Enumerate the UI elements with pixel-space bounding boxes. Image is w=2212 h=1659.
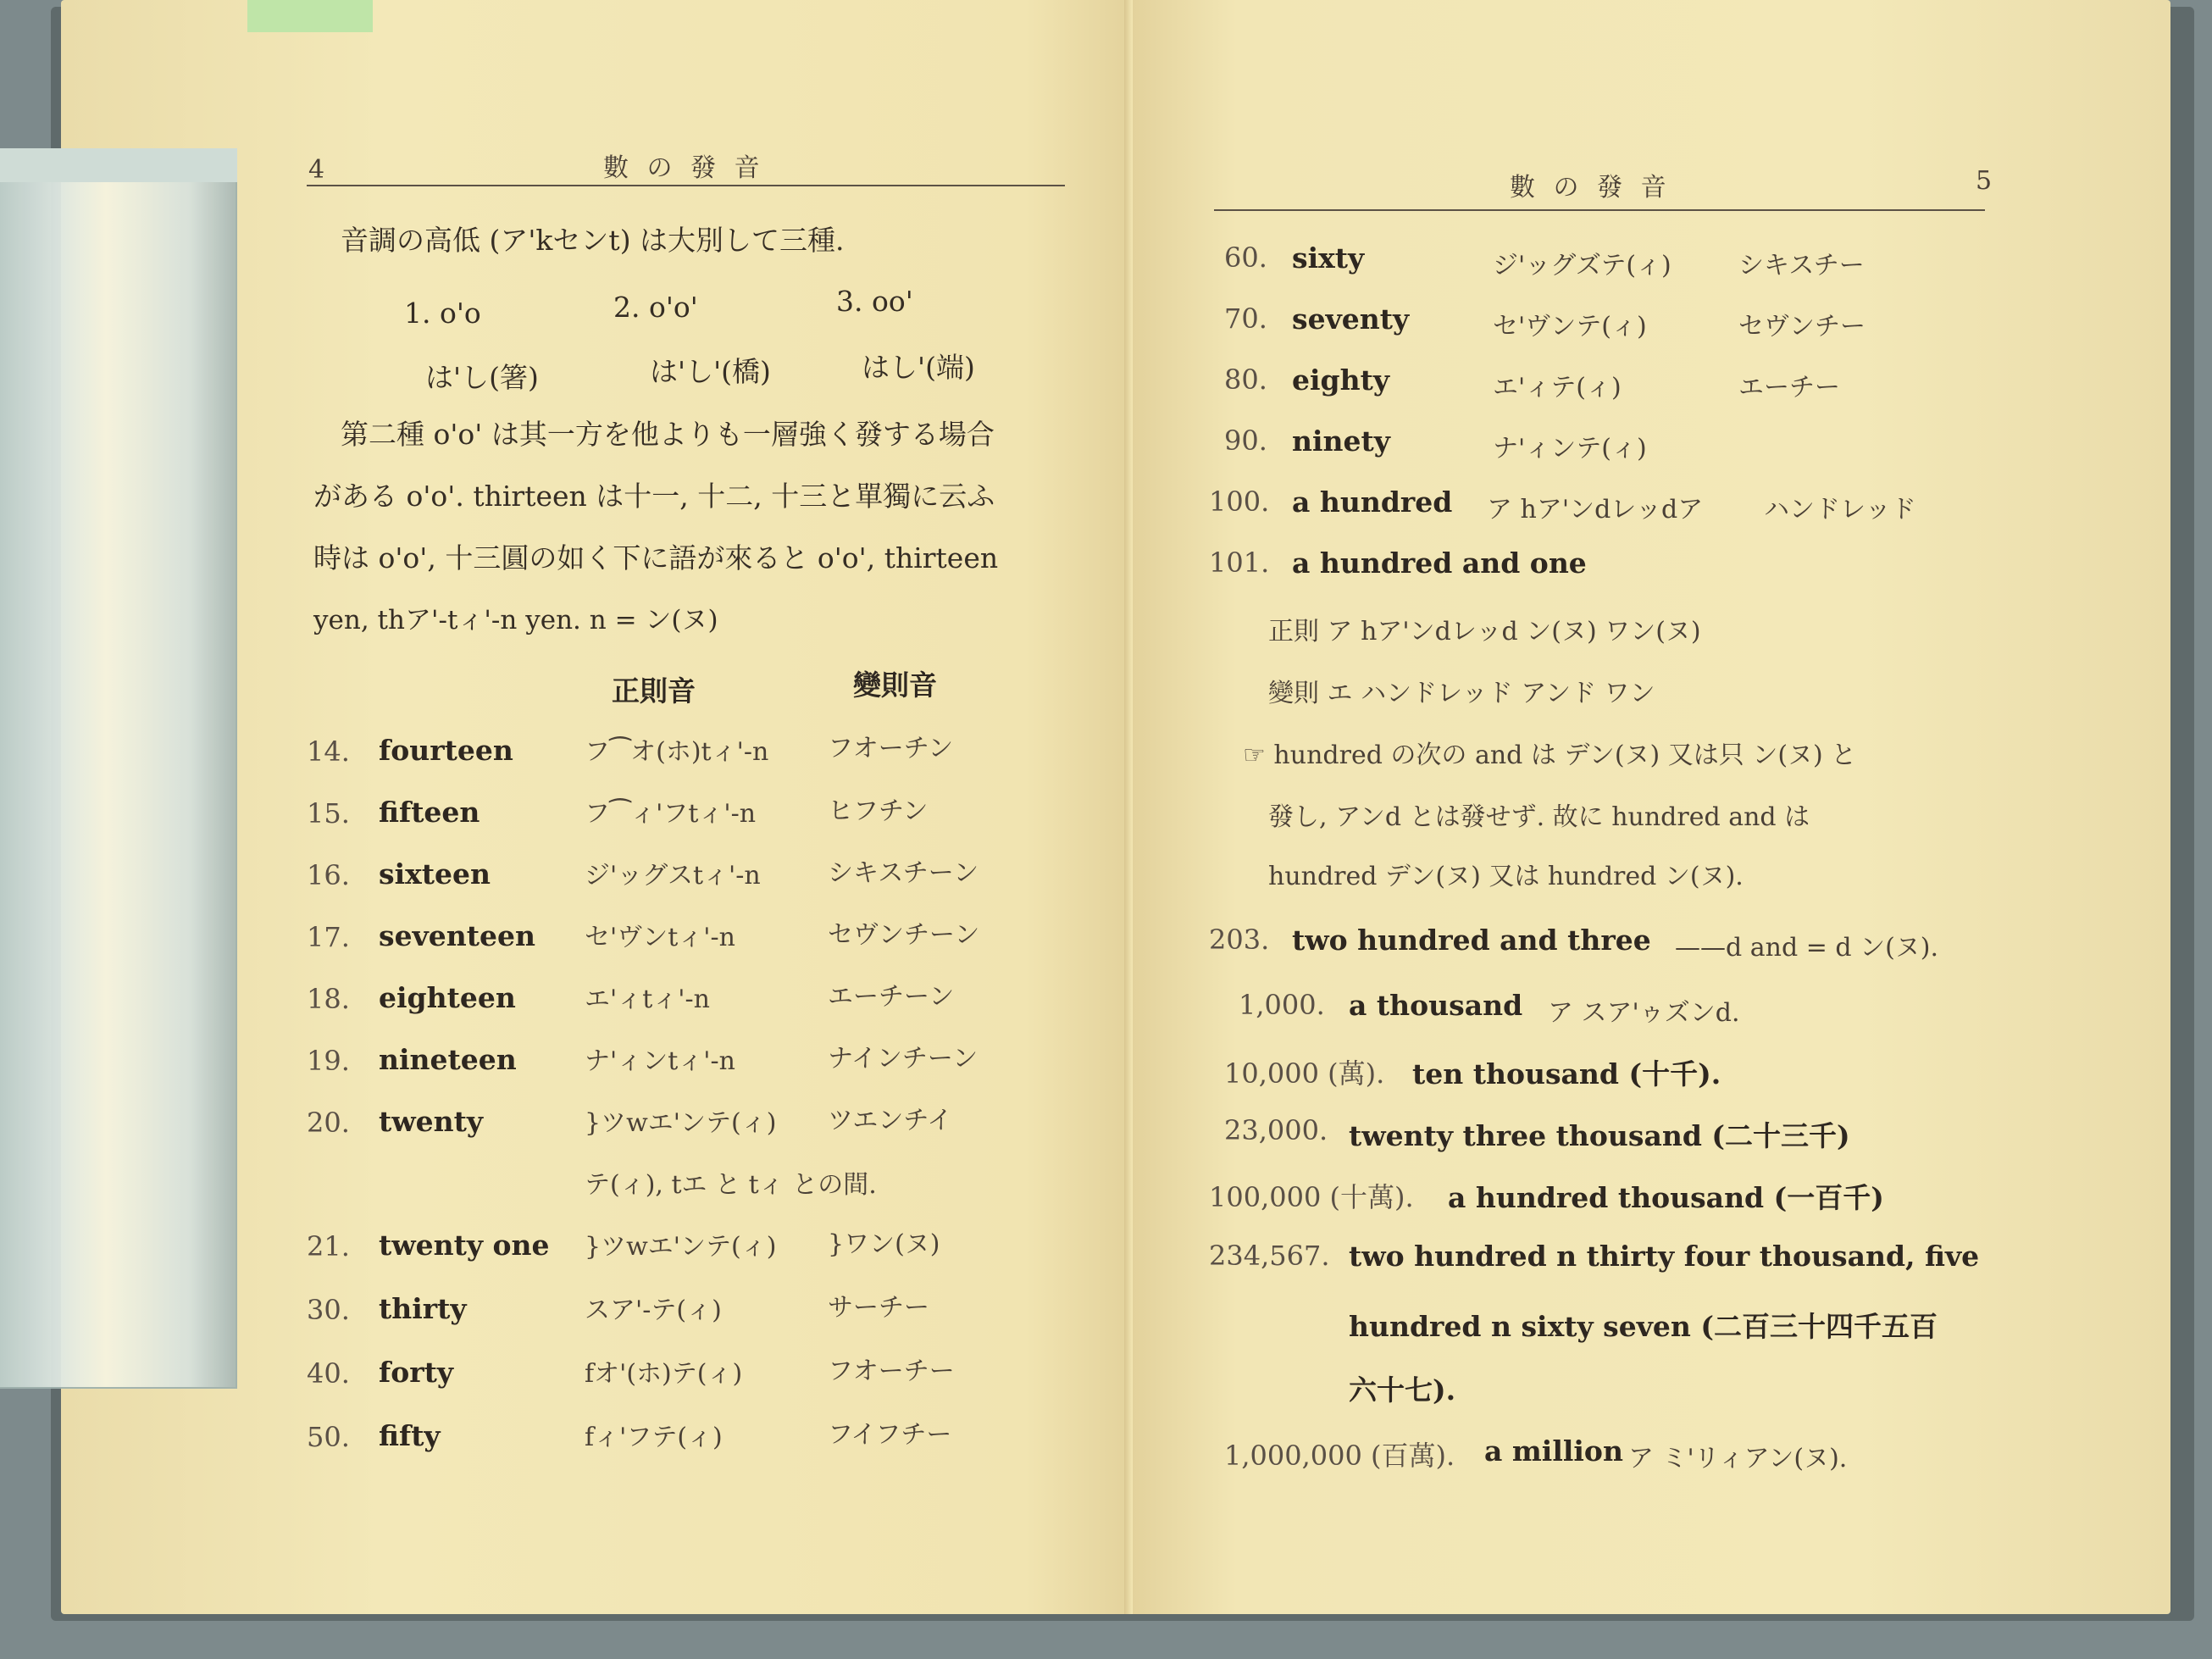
right-page — [1133, 0, 2170, 1614]
row-number: 14. — [307, 735, 350, 768]
row-regular: エ'ィtィ'-n — [585, 985, 711, 1014]
row-regular: ナ'ィンテ(ィ) — [1493, 434, 1647, 463]
row-word: twenty — [379, 1105, 484, 1138]
row-regular: ジ'ッグズテ(ィ) — [1493, 251, 1671, 280]
row-irregular: エーチー — [1738, 373, 1840, 402]
row-number: 90. — [1224, 424, 1267, 457]
row-number: 19. — [307, 1045, 350, 1077]
row-regular: フ⁀オ(ホ)tィ'-n — [585, 737, 769, 767]
row-irregular: シキスチー — [1738, 251, 1865, 280]
row-number: 101. — [1209, 547, 1270, 579]
item-extra: ——d and = d ン(ヌ). — [1675, 933, 1939, 963]
item-text: a million — [1484, 1434, 1623, 1468]
row-irregular: フイフチー — [828, 1420, 952, 1450]
row-word: ninety — [1292, 424, 1390, 458]
row-number: 20. — [307, 1107, 350, 1139]
row-number: 100. — [1209, 485, 1270, 518]
row-irregular: ナインチーン — [828, 1044, 978, 1074]
row-irregular: サーチー — [828, 1293, 929, 1323]
paragraph-line: がある o'o'. thirteen は十一, 十二, 十三と單獨に云ふ — [313, 480, 995, 513]
row-note: テ(ィ), tエ と tィ との間. — [585, 1170, 877, 1200]
item-text: a thousand — [1349, 989, 1523, 1022]
item-number: 1,000. — [1239, 989, 1325, 1021]
row-word: twenty one — [379, 1229, 550, 1262]
pattern-2: 2. o'o' — [613, 291, 698, 324]
row-regular: fィ'フテ(ィ) — [585, 1423, 723, 1452]
row-number: 30. — [307, 1294, 350, 1326]
row-number: 70. — [1224, 302, 1267, 335]
glass-paperweight-top — [0, 148, 237, 182]
row-word: eighteen — [379, 981, 516, 1014]
row-number: 40. — [307, 1357, 350, 1390]
row-regular: セ'ヴンtィ'-n — [585, 923, 736, 952]
paragraph-line: 第二種 o'o' は其一方を他よりも一層強く發する場合 — [341, 418, 995, 451]
item-extra: ア スア'ゥズンd. — [1548, 998, 1740, 1028]
row-irregular: フオーチン — [828, 734, 954, 763]
page-number: 5 — [1976, 166, 1993, 196]
row-word: fourteen — [379, 734, 513, 767]
row-number: 80. — [1224, 363, 1267, 396]
note-line: 發し, アンd とは發せず. 故に hundred and は — [1268, 802, 1810, 832]
row-regular: フ⁀ィ'フtィ'-n — [585, 799, 757, 829]
glass-paperweight — [0, 148, 237, 1389]
row-regular: ア hア'ンdレッdア — [1487, 495, 1704, 524]
row-word: fifteen — [379, 796, 480, 829]
row-regular: エ'ィテ(ィ) — [1493, 373, 1622, 402]
row-irregular: }ワン(ヌ) — [828, 1229, 940, 1259]
example-1: は'し(箸) — [425, 361, 539, 394]
row-irregular: シキスチーン — [828, 858, 979, 888]
item-text: twenty three thousand (二十三千) — [1349, 1119, 1850, 1152]
row-irregular: セヴンチーン — [828, 920, 980, 950]
note-line: ☞ hundred の次の and は デン(ヌ) 又は只 ン(ヌ) と — [1243, 741, 1857, 770]
row-irregular: ツエンチイ — [828, 1106, 953, 1135]
bookmark-tab — [247, 0, 373, 32]
pattern-1: 1. o'o — [404, 297, 481, 330]
item-number: 1,000,000 (百萬). — [1224, 1440, 1455, 1472]
row-regular: ジ'ッグスtィ'-n — [585, 861, 761, 891]
row-regular: スア'-テ(ィ) — [585, 1296, 722, 1325]
row-number: 60. — [1224, 241, 1267, 274]
row-irregular: エーチーン — [828, 982, 955, 1012]
paragraph-line: yen, thア'-tィ'-n yen. n = ン(ヌ) — [313, 605, 718, 635]
row-word: seventy — [1292, 302, 1410, 336]
row-irregular: ヒフチン — [828, 796, 929, 826]
row-regular: }ツwエ'ンテ(ィ) — [585, 1232, 777, 1262]
row-number: 17. — [307, 921, 350, 953]
item-text: two hundred and three — [1292, 924, 1651, 957]
row-word: forty — [379, 1356, 454, 1389]
row-number: 15. — [307, 797, 350, 830]
note-line: hundred デン(ヌ) 又は hundred ン(ヌ). — [1268, 862, 1744, 891]
row-irregular: セヴンチー — [1738, 312, 1866, 341]
item-extra: ア ミ'リィアン(ヌ). — [1628, 1444, 1848, 1473]
row-number: 21. — [307, 1230, 350, 1262]
row-irregular: ハンドレッド — [1764, 495, 1916, 524]
row-word: fifty — [379, 1419, 441, 1452]
row-word: sixteen — [379, 857, 491, 891]
item-text: two hundred n thirty four thousand, five — [1349, 1240, 1980, 1273]
column-header-regular: 正則音 — [612, 674, 696, 707]
page-number: 4 — [308, 155, 325, 185]
item-text: 六十七). — [1349, 1373, 1456, 1407]
example-3: はし'(端) — [862, 351, 975, 384]
row-regular: }ツwエ'ンテ(ィ) — [585, 1108, 777, 1138]
header-rule — [307, 185, 1065, 186]
item-number: 23,000. — [1224, 1114, 1328, 1146]
row-word: a hundred and one — [1292, 547, 1587, 580]
irregular-pronunciation-line: 變則 エ ハンドレッド アンド ワン — [1268, 679, 1655, 708]
row-regular: セ'ヴンテ(ィ) — [1493, 312, 1647, 341]
item-text: hundred n sixty seven (二百三十四千五百 — [1349, 1310, 1938, 1343]
row-irregular: フオーチー — [828, 1357, 955, 1386]
item-number: 100,000 (十萬). — [1209, 1181, 1414, 1213]
row-regular: ナ'ィンtィ'-n — [585, 1046, 736, 1076]
item-text: a hundred thousand (一百千) — [1448, 1181, 1884, 1214]
row-regular: fオ'(ホ)テ(ィ) — [585, 1359, 743, 1389]
row-word: seventeen — [379, 919, 535, 952]
running-header: 數 の 發 音 — [603, 153, 765, 183]
header-rule — [1214, 209, 1985, 211]
item-number: 10,000 (萬). — [1224, 1057, 1385, 1090]
row-number: 16. — [307, 859, 350, 891]
item-number: 234,567. — [1209, 1240, 1330, 1272]
running-header: 數 の 發 音 — [1510, 173, 1671, 203]
row-word: nineteen — [379, 1043, 517, 1076]
paragraph-line: 時は o'o', 十三圓の如く下に語が來ると o'o', thirteen — [313, 541, 999, 574]
row-word: a hundred — [1292, 485, 1453, 519]
item-number: 203. — [1209, 924, 1270, 956]
example-2: は'し'(橋) — [650, 355, 771, 388]
row-word: sixty — [1292, 241, 1365, 275]
intro-line: 音調の高低 (ア'kセンt) は大別して三種. — [341, 224, 845, 257]
row-number: 18. — [307, 983, 350, 1015]
row-word: eighty — [1292, 363, 1390, 397]
pattern-3: 3. oo' — [836, 285, 913, 318]
regular-pronunciation-line: 正則 ア hア'ンdレッd ン(ヌ) ワン(ヌ) — [1268, 617, 1701, 646]
item-text: ten thousand (十千). — [1412, 1057, 1721, 1090]
row-number: 50. — [307, 1421, 350, 1453]
column-header-irregular: 變則音 — [853, 669, 937, 702]
row-word: thirty — [379, 1292, 467, 1325]
